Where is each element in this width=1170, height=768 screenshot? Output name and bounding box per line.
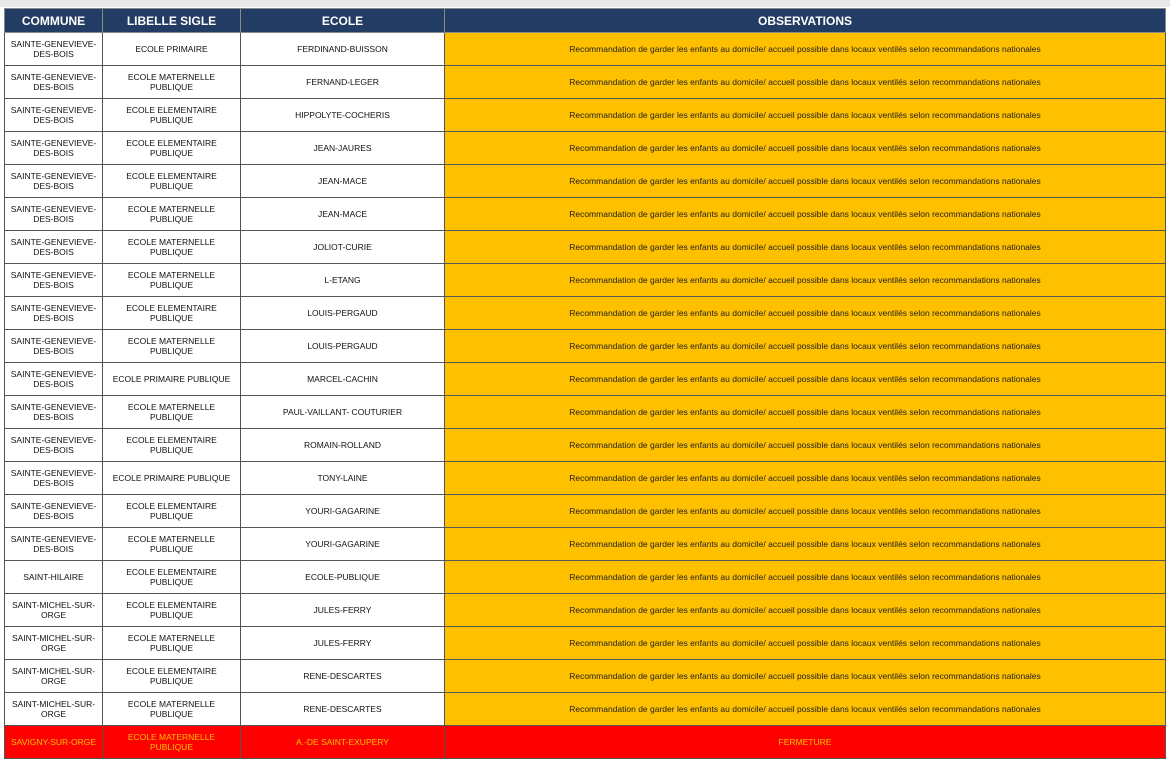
- cell-commune: SAINTE-GENEVIEVE-DES-BOIS: [5, 132, 103, 165]
- cell-libelle-sigle: ECOLE PRIMAIRE PUBLIQUE: [103, 363, 241, 396]
- table-row: [5, 33, 1166, 66]
- cell-observations: Recommandation de garder les enfants au domicile/ accueil possible dans locaux ventilés selon recommandations nationales: [445, 330, 1166, 363]
- cell-libelle-sigle: ECOLE ELEMENTAIRE PUBLIQUE: [103, 132, 241, 165]
- cell-commune: SAINTE-GENEVIEVE-DES-BOIS: [5, 495, 103, 528]
- cell-ecole: JEAN-MACE: [241, 198, 445, 231]
- table-row: [5, 462, 1166, 495]
- cell-observations: Recommandation de garder les enfants au domicile/ accueil possible dans locaux ventilés selon recommandations nationales: [445, 528, 1166, 561]
- cell-libelle-sigle: ECOLE MATERNELLE PUBLIQUE: [103, 726, 241, 759]
- cell-ecole: FERNAND-LEGER: [241, 66, 445, 99]
- cell-observations: FERMETURE: [445, 726, 1166, 759]
- cell-observations: Recommandation de garder les enfants au domicile/ accueil possible dans locaux ventilés selon recommandations nationales: [445, 396, 1166, 429]
- cell-commune: SAINTE-GENEVIEVE-DES-BOIS: [5, 429, 103, 462]
- cell-commune: SAINTE-GENEVIEVE-DES-BOIS: [5, 198, 103, 231]
- header-ecole: ECOLE: [241, 9, 445, 33]
- cell-commune: SAINTE-GENEVIEVE-DES-BOIS: [5, 462, 103, 495]
- cell-ecole: JULES-FERRY: [241, 627, 445, 660]
- cell-ecole: YOURI-GAGARINE: [241, 495, 445, 528]
- table-row: [5, 495, 1166, 528]
- table-row: [5, 627, 1166, 660]
- table-row: [5, 561, 1166, 594]
- cell-observations: Recommandation de garder les enfants au domicile/ accueil possible dans locaux ventilés selon recommandations nationales: [445, 627, 1166, 660]
- cell-ecole: JOLIOT-CURIE: [241, 231, 445, 264]
- cell-libelle-sigle: ECOLE ELEMENTAIRE PUBLIQUE: [103, 99, 241, 132]
- cell-commune: SAINT-MICHEL-SUR-ORGE: [5, 660, 103, 693]
- cell-libelle-sigle: ECOLE MATERNELLE PUBLIQUE: [103, 693, 241, 726]
- cell-libelle-sigle: ECOLE ELEMENTAIRE PUBLIQUE: [103, 429, 241, 462]
- header-commune: COMMUNE: [5, 9, 103, 33]
- cell-observations: Recommandation de garder les enfants au domicile/ accueil possible dans locaux ventilés selon recommandations nationales: [445, 462, 1166, 495]
- cell-commune: SAINTE-GENEVIEVE-DES-BOIS: [5, 396, 103, 429]
- table-body: [5, 33, 1166, 759]
- cell-ecole: LOUIS-PERGAUD: [241, 297, 445, 330]
- table-row: [5, 726, 1166, 759]
- header-libelle-sigle: LIBELLE SIGLE: [103, 9, 241, 33]
- cell-observations: Recommandation de garder les enfants au domicile/ accueil possible dans locaux ventilés selon recommandations nationales: [445, 165, 1166, 198]
- table-header-row: [5, 9, 1166, 33]
- cell-observations: Recommandation de garder les enfants au domicile/ accueil possible dans locaux ventilés selon recommandations nationales: [445, 561, 1166, 594]
- cell-observations: Recommandation de garder les enfants au domicile/ accueil possible dans locaux ventilés selon recommandations nationales: [445, 363, 1166, 396]
- cell-commune: SAINTE-GENEVIEVE-DES-BOIS: [5, 33, 103, 66]
- cell-libelle-sigle: ECOLE PRIMAIRE PUBLIQUE: [103, 462, 241, 495]
- table-row: [5, 396, 1166, 429]
- header-observations: OBSERVATIONS: [445, 9, 1166, 33]
- cell-commune: SAINTE-GENEVIEVE-DES-BOIS: [5, 66, 103, 99]
- cell-libelle-sigle: ECOLE ELEMENTAIRE PUBLIQUE: [103, 297, 241, 330]
- table-row: [5, 528, 1166, 561]
- cell-observations: Recommandation de garder les enfants au domicile/ accueil possible dans locaux ventilés selon recommandations nationales: [445, 264, 1166, 297]
- cell-ecole: HIPPOLYTE-COCHERIS: [241, 99, 445, 132]
- cell-libelle-sigle: ECOLE MATERNELLE PUBLIQUE: [103, 231, 241, 264]
- table-row: [5, 429, 1166, 462]
- cell-ecole: TONY-LAINE: [241, 462, 445, 495]
- cell-libelle-sigle: ECOLE ELEMENTAIRE PUBLIQUE: [103, 660, 241, 693]
- cell-libelle-sigle: ECOLE MATERNELLE PUBLIQUE: [103, 396, 241, 429]
- table-row: [5, 594, 1166, 627]
- cell-ecole: RENE-DESCARTES: [241, 660, 445, 693]
- table-row: [5, 198, 1166, 231]
- cell-libelle-sigle: ECOLE ELEMENTAIRE PUBLIQUE: [103, 495, 241, 528]
- cell-ecole: L-ETANG: [241, 264, 445, 297]
- cell-ecole: RENE-DESCARTES: [241, 693, 445, 726]
- cell-commune: SAINTE-GENEVIEVE-DES-BOIS: [5, 330, 103, 363]
- cell-observations: Recommandation de garder les enfants au domicile/ accueil possible dans locaux ventilés selon recommandations nationales: [445, 660, 1166, 693]
- cell-libelle-sigle: ECOLE MATERNELLE PUBLIQUE: [103, 66, 241, 99]
- cell-ecole: JEAN-JAURES: [241, 132, 445, 165]
- cell-observations: Recommandation de garder les enfants au domicile/ accueil possible dans locaux ventilés selon recommandations nationales: [445, 693, 1166, 726]
- cell-commune: SAINT-MICHEL-SUR-ORGE: [5, 627, 103, 660]
- table-row: [5, 660, 1166, 693]
- cell-observations: Recommandation de garder les enfants au domicile/ accueil possible dans locaux ventilés selon recommandations nationales: [445, 33, 1166, 66]
- cell-observations: Recommandation de garder les enfants au domicile/ accueil possible dans locaux ventilés selon recommandations nationales: [445, 297, 1166, 330]
- cell-ecole: MARCEL-CACHIN: [241, 363, 445, 396]
- cell-libelle-sigle: ECOLE ELEMENTAIRE PUBLIQUE: [103, 165, 241, 198]
- cell-ecole: ROMAIN-ROLLAND: [241, 429, 445, 462]
- table-row: [5, 297, 1166, 330]
- cell-commune: SAINT-HILAIRE: [5, 561, 103, 594]
- cell-libelle-sigle: ECOLE MATERNELLE PUBLIQUE: [103, 627, 241, 660]
- cell-commune: SAINT-MICHEL-SUR-ORGE: [5, 693, 103, 726]
- cell-commune: SAINTE-GENEVIEVE-DES-BOIS: [5, 231, 103, 264]
- cell-ecole: LOUIS-PERGAUD: [241, 330, 445, 363]
- cell-commune: SAVIGNY-SUR-ORGE: [5, 726, 103, 759]
- table-row: [5, 132, 1166, 165]
- cell-commune: SAINTE-GENEVIEVE-DES-BOIS: [5, 528, 103, 561]
- table-row: [5, 66, 1166, 99]
- cell-commune: SAINTE-GENEVIEVE-DES-BOIS: [5, 363, 103, 396]
- table-row: [5, 693, 1166, 726]
- cell-libelle-sigle: ECOLE MATERNELLE PUBLIQUE: [103, 330, 241, 363]
- top-strip: [0, 0, 1170, 7]
- cell-commune: SAINT-MICHEL-SUR-ORGE: [5, 594, 103, 627]
- cell-ecole: JULES-FERRY: [241, 594, 445, 627]
- table-row: [5, 330, 1166, 363]
- schools-table: [4, 8, 1166, 759]
- cell-ecole: FERDINAND-BUISSON: [241, 33, 445, 66]
- cell-observations: Recommandation de garder les enfants au domicile/ accueil possible dans locaux ventilés selon recommandations nationales: [445, 198, 1166, 231]
- cell-observations: Recommandation de garder les enfants au domicile/ accueil possible dans locaux ventilés selon recommandations nationales: [445, 429, 1166, 462]
- cell-libelle-sigle: ECOLE MATERNELLE PUBLIQUE: [103, 264, 241, 297]
- cell-libelle-sigle: ECOLE ELEMENTAIRE PUBLIQUE: [103, 561, 241, 594]
- cell-libelle-sigle: ECOLE PRIMAIRE: [103, 33, 241, 66]
- cell-ecole: A.-DE SAINT-EXUPERY: [241, 726, 445, 759]
- cell-libelle-sigle: ECOLE MATERNELLE PUBLIQUE: [103, 198, 241, 231]
- cell-ecole: JEAN-MACE: [241, 165, 445, 198]
- table-row: [5, 363, 1166, 396]
- cell-observations: Recommandation de garder les enfants au domicile/ accueil possible dans locaux ventilés selon recommandations nationales: [445, 495, 1166, 528]
- cell-observations: Recommandation de garder les enfants au domicile/ accueil possible dans locaux ventilés selon recommandations nationales: [445, 132, 1166, 165]
- cell-ecole: YOURI-GAGARINE: [241, 528, 445, 561]
- table-row: [5, 264, 1166, 297]
- table-row: [5, 165, 1166, 198]
- cell-ecole: PAUL-VAILLANT- COUTURIER: [241, 396, 445, 429]
- cell-observations: Recommandation de garder les enfants au domicile/ accueil possible dans locaux ventilés selon recommandations nationales: [445, 594, 1166, 627]
- table-row: [5, 231, 1166, 264]
- cell-commune: SAINTE-GENEVIEVE-DES-BOIS: [5, 297, 103, 330]
- cell-commune: SAINTE-GENEVIEVE-DES-BOIS: [5, 165, 103, 198]
- table-row: [5, 99, 1166, 132]
- cell-commune: SAINTE-GENEVIEVE-DES-BOIS: [5, 99, 103, 132]
- cell-libelle-sigle: ECOLE ELEMENTAIRE PUBLIQUE: [103, 594, 241, 627]
- cell-commune: SAINTE-GENEVIEVE-DES-BOIS: [5, 264, 103, 297]
- cell-libelle-sigle: ECOLE MATERNELLE PUBLIQUE: [103, 528, 241, 561]
- cell-observations: Recommandation de garder les enfants au domicile/ accueil possible dans locaux ventilés selon recommandations nationales: [445, 66, 1166, 99]
- cell-observations: Recommandation de garder les enfants au domicile/ accueil possible dans locaux ventilés selon recommandations nationales: [445, 99, 1166, 132]
- cell-ecole: ECOLE-PUBLIQUE: [241, 561, 445, 594]
- cell-observations: Recommandation de garder les enfants au domicile/ accueil possible dans locaux ventilés selon recommandations nationales: [445, 231, 1166, 264]
